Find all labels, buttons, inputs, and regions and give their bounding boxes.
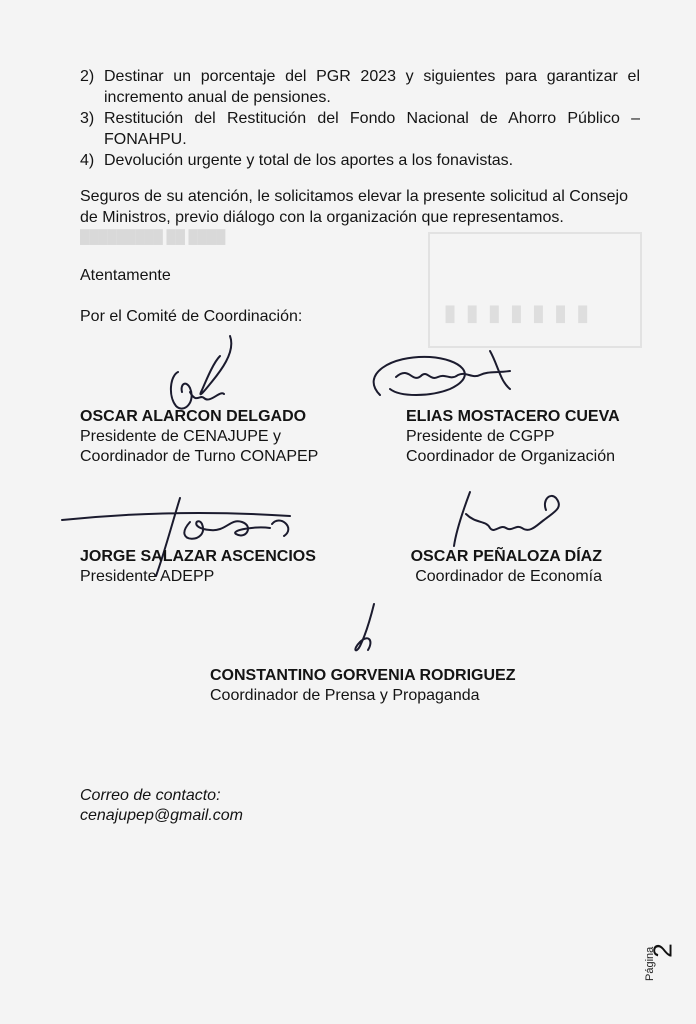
demand-number: 2) [80, 68, 95, 85]
signatory-block-oscar-alarcon [80, 407, 318, 467]
page-label: Página [644, 946, 656, 981]
demand-item [80, 66, 640, 108]
signature-elias-mostacero [360, 345, 530, 415]
demands-list [80, 66, 640, 171]
signatory-role: Presidente de CGPP [406, 428, 555, 445]
demand-item [80, 150, 640, 171]
signatory-name: ELIAS MOSTACERO CUEVA [406, 408, 620, 425]
show-through-text: █████████ ██ ████ [80, 229, 226, 244]
demand-number: 4) [80, 152, 95, 169]
signatory-name: CONSTANTINO GORVENIA RODRIGUEZ [210, 667, 516, 684]
signatory-block-oscar-penaloza [411, 547, 602, 587]
signature-constantino-gorvenia [330, 600, 400, 660]
signatory-role: Presidente ADEPP [80, 568, 215, 585]
demand-number: 3) [80, 110, 95, 127]
contact-label: Correo de contacto: [80, 787, 221, 804]
committee-line: Por el Comité de Coordinación: [80, 308, 303, 325]
signatory-role: Coordinador de Economía [415, 568, 602, 585]
signatory-role: Presidente de CENAJUPE y [80, 428, 281, 445]
signatory-name: OSCAR ALARCON DELGADO [80, 408, 307, 425]
faded-received-stamp [428, 232, 642, 348]
signatory-role: Coordinador de Prensa y Propaganda [210, 687, 480, 704]
signatory-block-jorge-salazar [80, 547, 316, 587]
faded-stamp-mark: ▮▮▮▮▮▮▮ [444, 300, 599, 325]
contact-email[interactable]: cenajupep@gmail.com [80, 807, 243, 824]
closing-paragraph: Seguros de su atención, le solicitamos elevar la presente solicitud al Consejo de Ministros, previo diálogo con la organización que representamos. [80, 188, 628, 226]
demand-text: Restitución del Restitución del Fondo Nacional de Ahorro Público – FONAHPU. [104, 110, 640, 148]
signatory-block-elias-mostacero [406, 407, 620, 467]
signatory-role: Coordinador de Organización [406, 448, 616, 465]
signature-oscar-penaloza [446, 484, 576, 554]
demand-text: Devolución urgente y total de los aportes a los fonavistas. [104, 152, 514, 169]
demand-item [80, 108, 640, 150]
demand-text: Destinar un porcentaje del PGR 2023 y siguientes para garantizar el incremento anual de pensiones. [104, 68, 640, 106]
signatory-name: JORGE SALAZAR ASCENCIOS [80, 548, 316, 565]
salutation: Atentamente [80, 267, 171, 284]
signatory-role: Coordinador de Turno CONAPEP [80, 448, 319, 465]
signatory-name: OSCAR PEÑALOZA DÍAZ [410, 548, 602, 565]
signatory-block-constantino-gorvenia [210, 666, 516, 706]
page-number-footer [640, 935, 680, 995]
page-number: 2 [647, 943, 678, 958]
contact-block [80, 786, 243, 826]
